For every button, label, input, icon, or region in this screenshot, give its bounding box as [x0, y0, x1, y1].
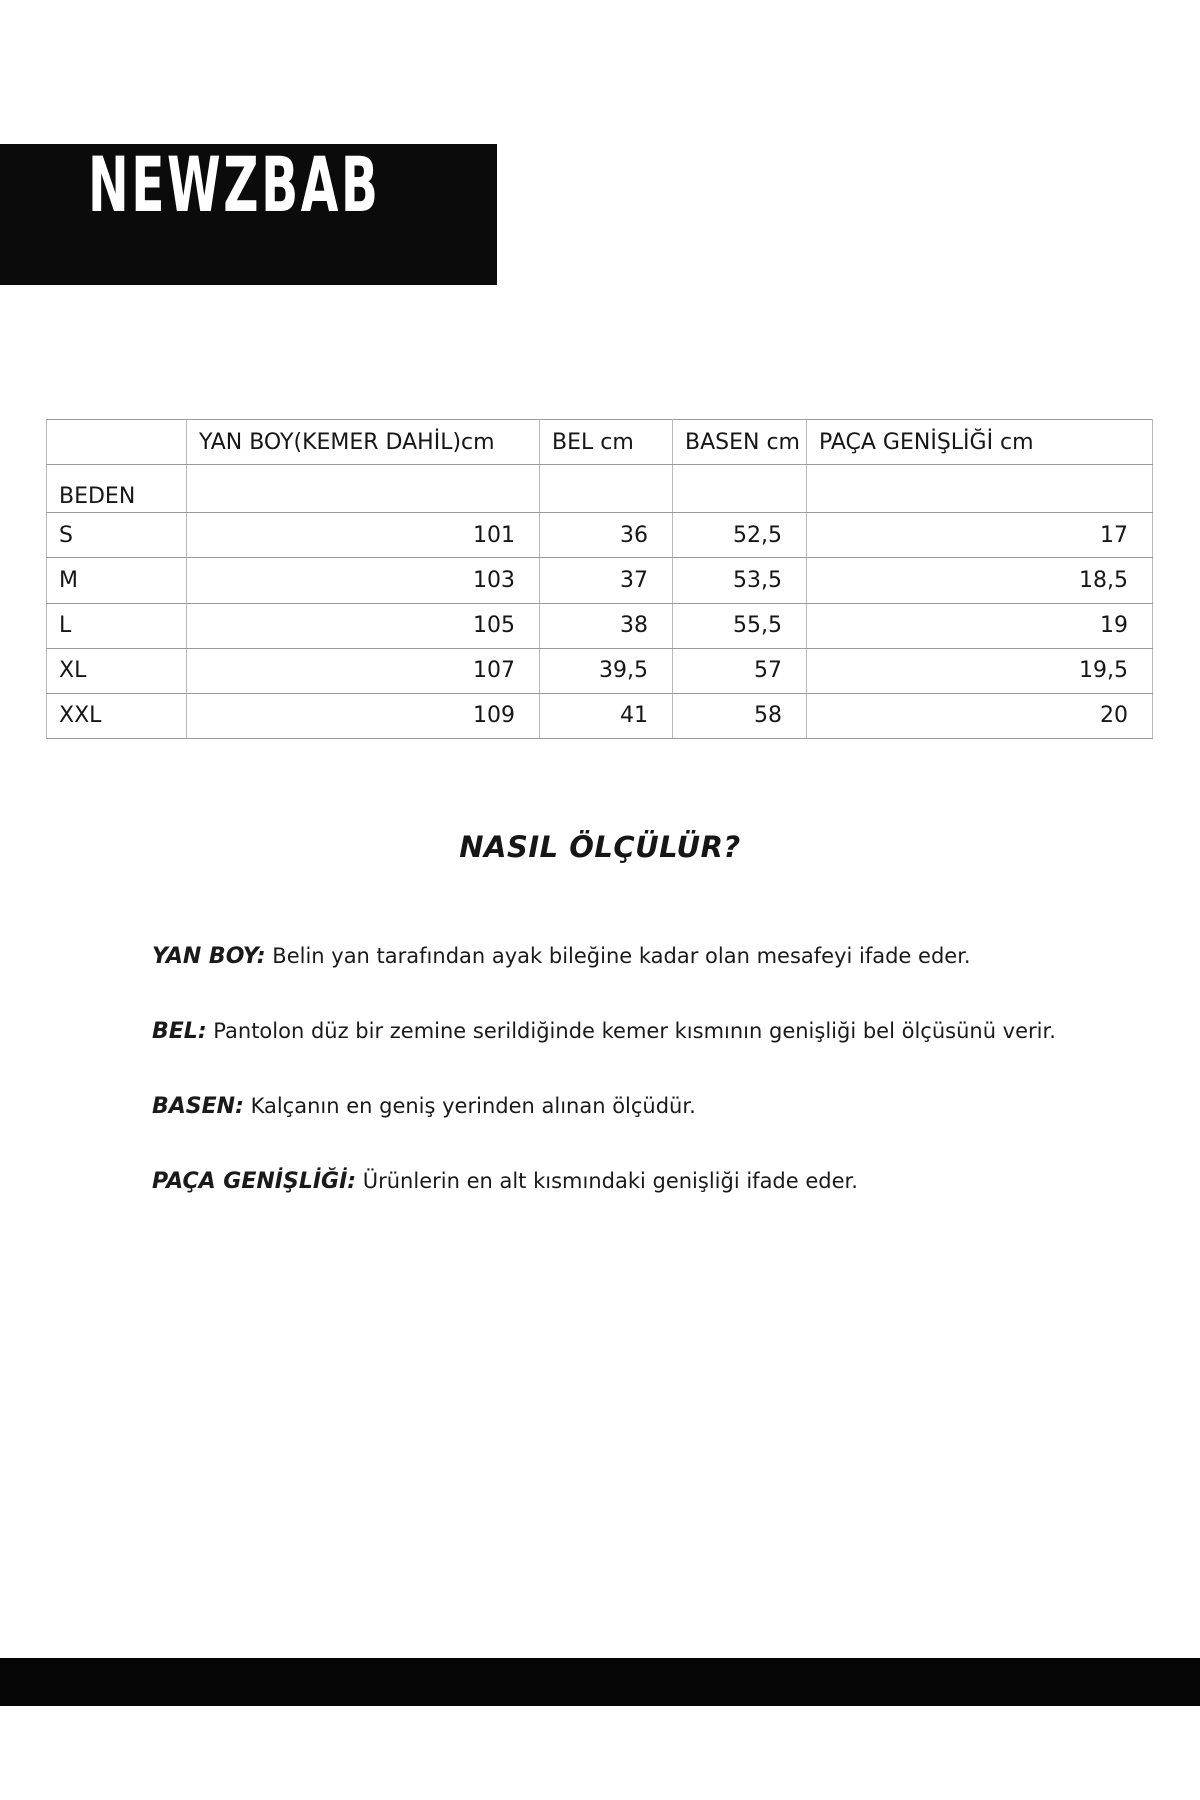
yan-boy-value: 105 [187, 603, 540, 648]
guide-description: Pantolon düz bir zemine serildiğinde kemer kısmının genişliği bel ölçüsünü verir. [206, 1019, 1056, 1043]
table-row [47, 693, 1153, 738]
paca-value: 20 [807, 693, 1153, 738]
column-header-bel: BEL cm [540, 420, 673, 465]
basen-value: 53,5 [673, 558, 807, 603]
guide-item-paca-genisligi [152, 1169, 1152, 1194]
guide-description: Ürünlerin en alt kısmındaki genişliği ifade eder. [356, 1169, 858, 1193]
size-label: S [47, 513, 187, 558]
table-row [47, 513, 1153, 558]
yan-boy-value: 109 [187, 693, 540, 738]
size-label: XXL [47, 693, 187, 738]
basen-value: 58 [673, 693, 807, 738]
bel-value: 37 [540, 558, 673, 603]
column-header-basen: BASEN cm [673, 420, 807, 465]
guide-term: YAN BOY: [152, 944, 266, 969]
basen-value: 57 [673, 648, 807, 693]
column-header-paca: PAÇA GENİŞLİĞİ cm [807, 420, 1153, 465]
measurement-guide-title: NASIL ÖLÇÜLÜR? [459, 830, 741, 864]
yan-boy-value: 103 [187, 558, 540, 603]
paca-value: 18,5 [807, 558, 1153, 603]
brand-logo: NEWZBAB [88, 140, 381, 229]
guide-description: Kalçanın en geniş yerinden alınan ölçüdür. [243, 1094, 696, 1118]
table-header-row [47, 420, 1153, 465]
yan-boy-value: 101 [187, 513, 540, 558]
basen-value: 52,5 [673, 513, 807, 558]
table-row [47, 648, 1153, 693]
paca-value: 17 [807, 513, 1153, 558]
paca-value: 19,5 [807, 648, 1153, 693]
paca-value: 19 [807, 603, 1153, 648]
row-header-beden: BEDEN [47, 465, 187, 513]
size-label: M [47, 558, 187, 603]
footer-bar [0, 1658, 1200, 1706]
bel-value: 39,5 [540, 648, 673, 693]
yan-boy-value: 107 [187, 648, 540, 693]
bel-value: 38 [540, 603, 673, 648]
table-beden-row [47, 465, 1153, 513]
table-corner-cell [47, 420, 187, 465]
guide-item-basen [152, 1094, 1152, 1119]
basen-value: 55,5 [673, 603, 807, 648]
empty-cell [540, 465, 673, 513]
guide-term: BEL: [152, 1019, 207, 1044]
guide-term: PAÇA GENİŞLİĞİ: [152, 1169, 357, 1194]
bel-value: 36 [540, 513, 673, 558]
guide-term: BASEN: [152, 1094, 244, 1119]
empty-cell [807, 465, 1153, 513]
size-chart-table [46, 419, 1153, 739]
size-label: XL [47, 648, 187, 693]
guide-item-bel [152, 1019, 1152, 1044]
empty-cell [673, 465, 807, 513]
bel-value: 41 [540, 693, 673, 738]
size-label: L [47, 603, 187, 648]
guide-item-yan-boy [152, 944, 1152, 969]
empty-cell [187, 465, 540, 513]
column-header-yan-boy: YAN BOY(KEMER DAHİL)cm [187, 420, 540, 465]
table-row [47, 603, 1153, 648]
table-row [47, 558, 1153, 603]
guide-description: Belin yan tarafından ayak bileğine kadar olan mesafeyi ifade eder. [265, 944, 971, 968]
